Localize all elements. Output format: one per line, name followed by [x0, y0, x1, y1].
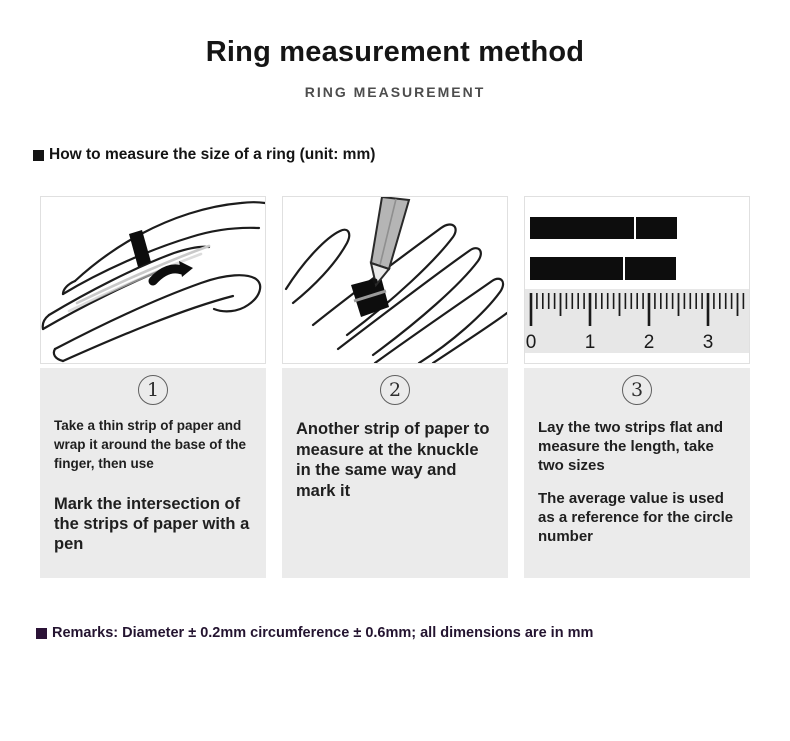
- remarks-line: [36, 625, 790, 641]
- strips-on-ruler-drawing: [525, 197, 749, 363]
- step-2-illustration: [282, 196, 508, 364]
- pencil-icon: [371, 197, 409, 269]
- page-subtitle: RING MEASUREMENT: [304, 84, 486, 100]
- step-1-text-b: Mark the intersection of the strips of paper with a pen: [54, 494, 250, 553]
- hand-with-pencil-drawing: [283, 197, 507, 363]
- page-title: Ring measurement method: [205, 36, 585, 68]
- step-2-panel: [282, 196, 508, 578]
- step-2-text-a: Another strip of paper to measure at the knuckle in the same way and mark it: [296, 420, 490, 500]
- square-bullet-icon: [36, 628, 47, 639]
- strip-2: [530, 257, 676, 280]
- step-1-number-badge: 1: [138, 375, 168, 405]
- strip-1: [530, 217, 677, 239]
- ruler-number-2: 2: [643, 332, 655, 353]
- step-3-textbox: [524, 368, 750, 578]
- remarks-text: Remarks: Diameter ± 0.2mm circumference ± 0.6mm; all dimensions are in mm: [52, 625, 594, 641]
- step-1-panel: [40, 196, 266, 578]
- ruler-number-1: 1: [584, 332, 596, 353]
- pencil-lead: [372, 278, 377, 283]
- step-3-panel: [524, 196, 750, 578]
- steps-row: [40, 196, 750, 578]
- step-3-illustration: [524, 196, 750, 364]
- step-3-text-b: The average value is used as a reference for the circle number: [538, 489, 734, 545]
- step-3-text-a: Lay the two strips flat and measure the length, take two sizes: [538, 419, 724, 475]
- square-bullet-icon: [33, 150, 44, 161]
- step-1-textbox: [40, 368, 266, 578]
- ruler-number-0: 0: [525, 332, 537, 353]
- step-1-illustration: [40, 196, 266, 364]
- section-heading: [33, 146, 790, 164]
- ruler-number-3: 3: [702, 332, 714, 353]
- step-2-textbox: [282, 368, 508, 578]
- hand-with-ring-strip-drawing: [41, 197, 265, 363]
- paper-strip-band: [129, 230, 151, 267]
- step-3-number-badge: 3: [622, 375, 652, 405]
- step-2-number-badge: 2: [380, 375, 410, 405]
- step-1-text-a: Take a thin strip of paper and wrap it around the base of the finger, then use: [54, 418, 247, 471]
- section-heading-text: How to measure the size of a ring (unit: mm): [49, 146, 376, 163]
- paper-strip-tip: [179, 261, 193, 277]
